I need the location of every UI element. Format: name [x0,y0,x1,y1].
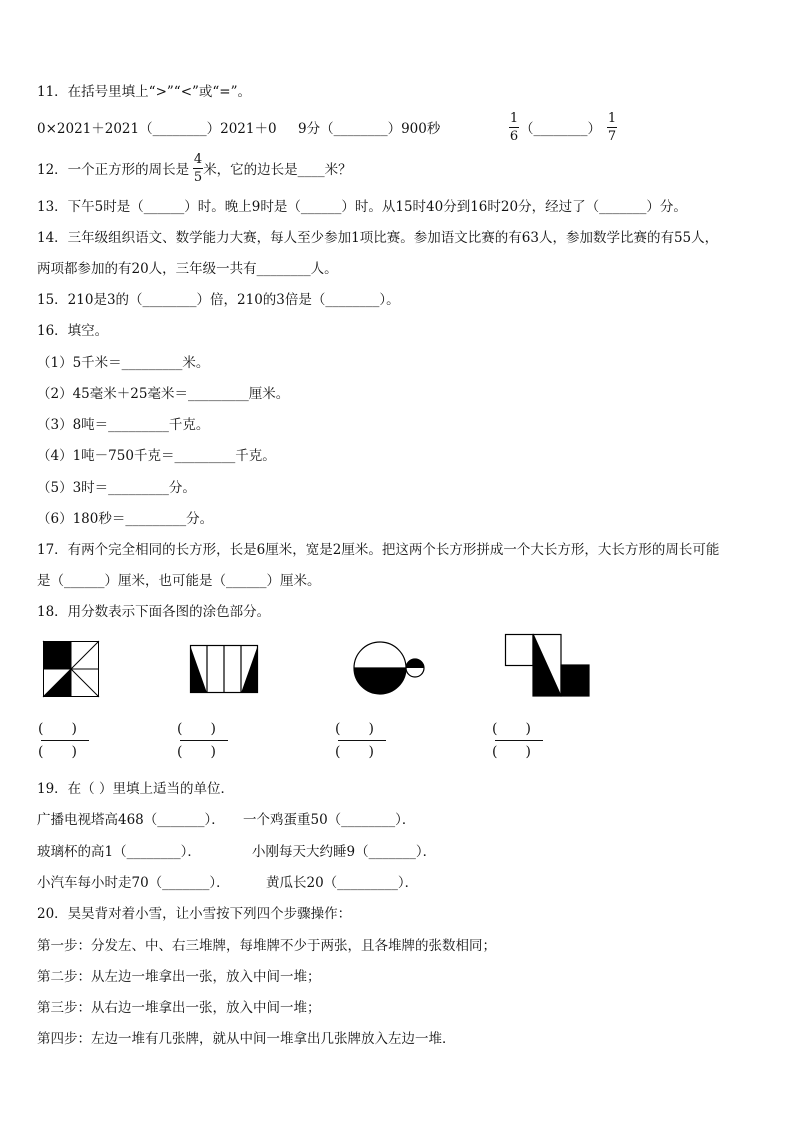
q20-step-3: 第三步：从右边一堆拿出一张，放入中间一堆； [37,1000,321,1016]
q18-title: 18．用分数表示下面各图的涂色部分。 [37,604,271,620]
q19-row1-b: 一个鸡蛋重50（________）． [243,812,416,828]
q14-line2: 两项都参加的有20人，三年级一共有________人。 [37,261,338,277]
q13-question: 13．下午5时是（______）时。晚上9时是（______）时。从15时40分到16时20分，经过了（_______）分。 [37,199,687,215]
q15-question: 15．210是3的（________）倍，210的3倍是（________）。 [37,292,400,308]
q11-blank: （________） [520,121,601,137]
q19-row3-a: 小汽车每小时走70（_______）． [37,875,230,891]
q19-row2-b: 小刚每天大约睡9（_______）． [252,844,437,860]
q11-fraction-left: 1 6 [509,111,519,144]
q18-answer-1: ( ) ( ) [38,720,89,761]
q17-line1: 17．有两个完全相同的长方形，长是6厘米，宽是2厘米。把这两个长方形拼成一个大长方形，大长方形的周长可能 [37,542,720,558]
q11-item-b: 9分（________）900秒 [298,121,441,137]
q19-row3-b: 黄瓜长20（_________）． [266,875,419,891]
q19-row2-a: 玻璃杯的高1（________）． [37,844,201,860]
q16-item-3: （3）8吨＝_________千克。 [37,417,210,433]
q20-step-1: 第一步：分发左、中、右三堆牌，每堆牌不少于两张，且各堆牌的张数相同； [37,938,496,954]
q18-answer-2: ( ) ( ) [177,720,228,761]
q16-item-4: （4）1吨－750千克＝_________千克。 [37,448,276,464]
q17-line2: 是（______）厘米，也可能是（______）厘米。 [37,573,321,589]
q19-title: 19．在（ ）里填上适当的单位． [37,781,234,797]
q18-answer-3: ( ) ( ) [335,720,386,761]
q20-step-2: 第二步：从左边一堆拿出一张，放入中间一堆； [37,969,321,985]
figure-circles [352,640,428,696]
q11-fraction-right: 1 7 [607,111,617,144]
q20-step-4: 第四步：左边一堆有几张牌，就从中间一堆拿出几张牌放入左边一堆． [37,1031,456,1047]
q16-item-1: （1）5千米＝_________米。 [37,355,210,371]
q16-item-5: （5）3时＝_________分。 [37,480,196,496]
q12-fraction: 4 5 [193,152,203,185]
q20-title: 20．昊昊背对着小雪，让小雪按下列四个步骤操作： [37,906,352,922]
q19-row1-a: 广播电视塔高468（_______）． [37,812,225,828]
figure-square-triangles [43,641,99,697]
q18-answer-4: ( ) ( ) [492,720,543,761]
q14-line1: 14．三年级组织语文、数学能力大赛，每人至少参加1项比赛。参加语文比赛的有63人，参加数学比赛的有55人， [37,230,719,246]
figure-rectangle-strips [190,645,258,693]
q11-item-a: 0×2021＋2021（________）2021＋0 [37,121,277,137]
q11-title: 11．在括号里填上“>”“<”或“=”。 [37,84,252,100]
q12-question: 12．一个正方形的周长是 米，它的边长是____米？ [37,162,352,178]
q16-title: 16．填空。 [37,323,109,339]
q16-item-6: （6）180秒＝_________分。 [37,511,214,527]
q16-item-2: （2）45毫米＋25毫米＝_________厘米。 [37,386,290,402]
figure-squares-staircase [505,634,591,698]
